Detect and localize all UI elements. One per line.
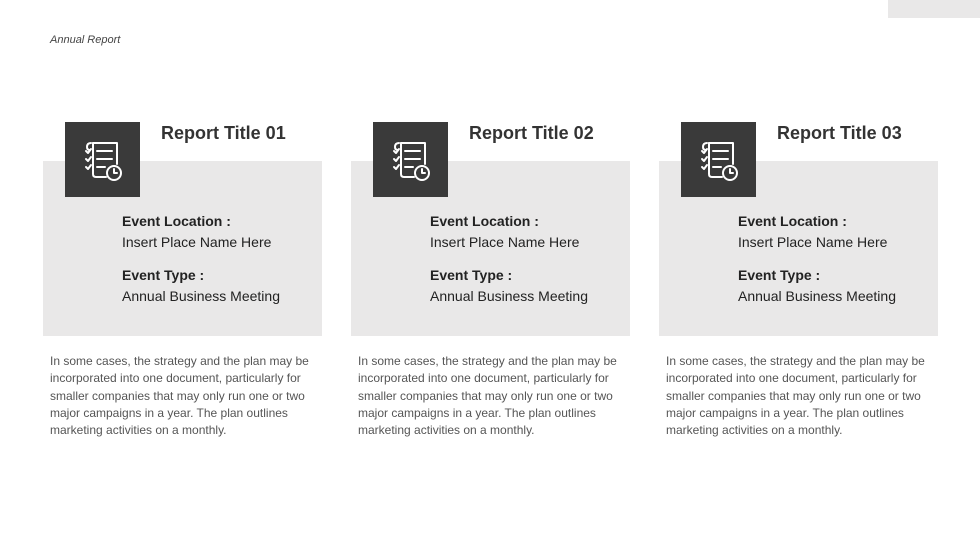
corner-decoration (888, 0, 980, 18)
report-card (351, 122, 630, 442)
event-location (430, 211, 579, 253)
header-label: Annual Report (50, 34, 121, 46)
event-type (122, 265, 280, 307)
card-description: In some cases, the strategy and the plan may be incorporated into one document, particularly for smaller companies that may only run one or two major campaigns in a year. The plan outlines marketing activities on a monthly. (50, 354, 309, 438)
card-title: Report Title 01 (161, 123, 286, 143)
card-title: Report Title 02 (469, 123, 594, 143)
event-type-value: Annual Business Meeting (738, 288, 896, 304)
event-type (430, 265, 588, 307)
card-title: Report Title 03 (777, 123, 902, 143)
event-type-label: Event Type : (122, 267, 205, 283)
event-type-label: Event Type : (738, 267, 821, 283)
event-location-label: Event Location : (122, 213, 231, 229)
event-location (122, 211, 271, 253)
event-location-value: Insert Place Name Here (430, 234, 580, 250)
icon-box (65, 122, 140, 197)
event-location-label: Event Location : (738, 213, 847, 229)
card-description: In some cases, the strategy and the plan may be incorporated into one document, particularly for smaller companies that may only run one or two major campaigns in a year. The plan outlines marketing activities on a monthly. (666, 354, 925, 438)
icon-box (373, 122, 448, 197)
checklist-clock-icon (389, 138, 433, 182)
event-location-label: Event Location : (430, 213, 539, 229)
report-card (43, 122, 322, 442)
icon-box (681, 122, 756, 197)
event-type-label: Event Type : (430, 267, 513, 283)
report-card (659, 122, 938, 442)
event-location-value: Insert Place Name Here (738, 234, 888, 250)
event-type (738, 265, 896, 307)
checklist-clock-icon (697, 138, 741, 182)
card-description: In some cases, the strategy and the plan may be incorporated into one document, particularly for smaller companies that may only run one or two major campaigns in a year. The plan outlines marketing activities on a monthly. (358, 354, 617, 438)
event-type-value: Annual Business Meeting (122, 288, 280, 304)
event-location-value: Insert Place Name Here (122, 234, 272, 250)
checklist-clock-icon (81, 138, 125, 182)
event-location (738, 211, 887, 253)
event-type-value: Annual Business Meeting (430, 288, 588, 304)
